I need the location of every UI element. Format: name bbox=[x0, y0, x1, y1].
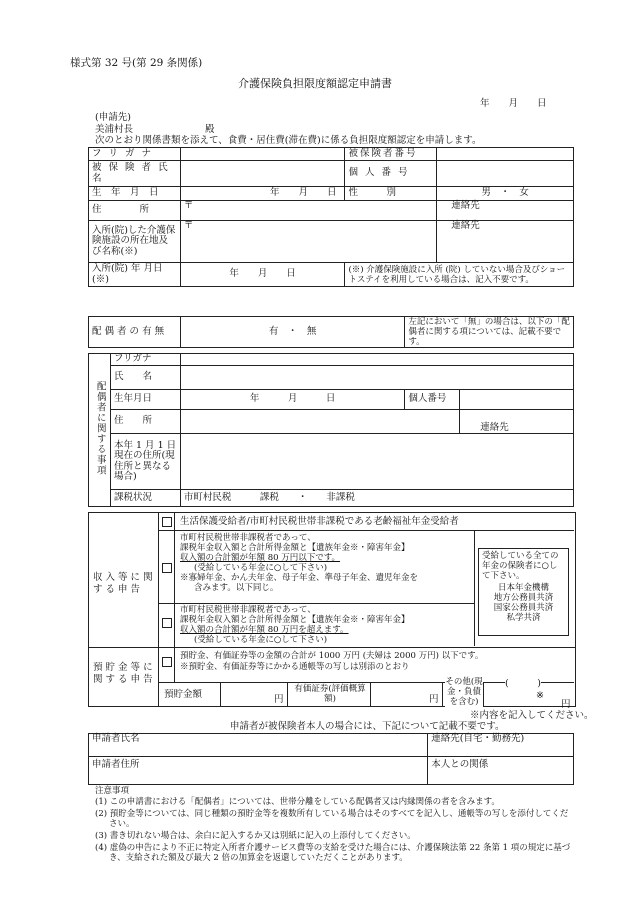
savings-check-note: ※預貯金、有価証券等にかかる通帳等の写しは別添のとおり bbox=[180, 662, 410, 672]
furigana-field[interactable] bbox=[180, 148, 345, 161]
applicant-contact-label: 連絡先(自宅・勤務先) bbox=[431, 733, 525, 744]
applicant-address-label: 申請者住所 bbox=[92, 759, 140, 770]
pension-insurer-2[interactable]: 地方公務員共済 bbox=[493, 593, 554, 603]
applicant-name-field[interactable] bbox=[89, 734, 428, 757]
form-number: 様式第 32 号(第 29 条関係) bbox=[70, 57, 203, 69]
spouse-birth-label: 生年月日 bbox=[110, 390, 180, 410]
spouse-furigana-label: フリガナ bbox=[110, 354, 180, 366]
savings-checkbox[interactable] bbox=[162, 657, 172, 667]
other-yen: 円 bbox=[561, 699, 571, 710]
facility-label: 入所(院)した介護保険施設の所在地及び名称(※) bbox=[89, 221, 181, 263]
insured-no-field[interactable] bbox=[437, 148, 574, 161]
income-opt2-checkbox[interactable] bbox=[162, 563, 172, 573]
facility-contact-label: 連絡先 bbox=[437, 221, 574, 263]
applicant-relation-label: 本人との関係 bbox=[431, 759, 489, 770]
income-opt1-checkbox[interactable] bbox=[162, 517, 172, 527]
income-opt2-text: 市町村民税世帯非課税者であって、 課税年金収入額と合計所得金額と【遺族年金※・障害年金】 収入額の合計額が年額 80 万円以下です。 (受給している年金に○して下さい) ※寡婦年金、かん夫年金、母子年金、準母子年金、遺児年金を 含みます。以下同じ。 bbox=[180, 533, 419, 593]
furigana-label: フ リ ガ ナ bbox=[89, 148, 181, 161]
facility-field[interactable] bbox=[180, 221, 436, 263]
insured-name-field[interactable] bbox=[180, 161, 345, 187]
spouse-address-label: 住 所 bbox=[110, 410, 180, 434]
spouse-personal-no-field[interactable] bbox=[460, 390, 574, 410]
deposit-label: 預貯金額 bbox=[164, 689, 203, 700]
address-field[interactable] bbox=[180, 201, 436, 221]
spouse-label: 配 偶 者 の 有 無 bbox=[89, 317, 181, 348]
addressee: 美浦村長 bbox=[95, 124, 134, 135]
spouse-tax-field[interactable]: 市町村民税 課税 ・ 非課税 bbox=[180, 490, 573, 507]
applicant-table bbox=[88, 733, 574, 785]
applicant-contact-field[interactable] bbox=[428, 734, 574, 757]
sex-field[interactable]: 男 ・ 女 bbox=[437, 187, 574, 201]
notes-heading: 注意事項 bbox=[95, 786, 130, 796]
personal-no-label: 個 人 番 号 bbox=[345, 161, 437, 187]
facility-postal-mark: 〒 bbox=[183, 220, 194, 231]
date-line: 年 月 日 bbox=[480, 98, 547, 109]
spouse-side-label: 配偶者に関する事項 bbox=[89, 354, 111, 507]
other-label: その他(現金・負債を含む) bbox=[445, 677, 483, 707]
spouse-name-label: 氏 名 bbox=[110, 366, 180, 390]
spouse-table bbox=[88, 316, 574, 507]
spouse-jan-address-field[interactable] bbox=[180, 434, 573, 490]
spouse-tax-label: 課税状況 bbox=[110, 490, 180, 507]
applicant-relation-field[interactable] bbox=[428, 757, 574, 785]
income-opt3-checkbox[interactable] bbox=[162, 618, 172, 628]
address-contact-label: 連絡先 bbox=[437, 201, 574, 221]
applicant-address-field[interactable] bbox=[89, 757, 428, 785]
admission-field[interactable]: 年 月 日 bbox=[180, 263, 345, 287]
note-item-3: (3) 書き切れない場合は、余白に記入するか又は別紙に記入の上添付してください。 bbox=[95, 831, 416, 841]
pension-insurer-1[interactable]: 日本年金機構 bbox=[497, 583, 549, 593]
income-opt1-text: 生活保護受給者/市町村民税世帯非課税である老齢福祉年金受給者 bbox=[180, 516, 459, 527]
spouse-furigana-field[interactable] bbox=[180, 354, 573, 366]
spouse-contact-label: 連絡先 bbox=[460, 410, 574, 434]
savings-label: 預 貯 金 等 に 関 す る 申 告 bbox=[93, 662, 153, 685]
securities-label: 有価証券(評価概算額) bbox=[294, 684, 366, 704]
applicant-name-label: 申請者氏名 bbox=[92, 733, 140, 744]
birth-field[interactable]: 年 月 日 bbox=[180, 187, 345, 201]
deposit-yen: 円 bbox=[274, 694, 284, 705]
spouse-birth-field[interactable]: 年 月 日 bbox=[180, 390, 404, 410]
intro-text: 次のとおり関係書類を添えて、食費・居住費(滞在費)に係る負担限度額認定を申請します。 bbox=[95, 135, 482, 146]
note-item-2: (2) 預貯金等については、同じ種類の預貯金等を複数所有している場合はそのすべてを記入し、通帳等の写しを添付してください。 bbox=[95, 809, 569, 829]
fill-note: ※内容を記入してください。 bbox=[470, 710, 594, 721]
insured-no-label: 被保険者番号 bbox=[345, 148, 437, 161]
other-mark: ※ bbox=[536, 690, 544, 701]
spouse-address-field[interactable] bbox=[180, 410, 459, 434]
income-label: 収 入 等 に 関 す る 申 告 bbox=[93, 572, 153, 595]
insured-table bbox=[88, 147, 574, 287]
spouse-note: 左記において「無」の場合は、以下の「配偶者に関する項については、記載不要です。 bbox=[405, 317, 574, 348]
pension-insurer-box: 受給している全ての年金の保険者に○して下さい。 日本年金機構 地方公務員共済 国家公務員共済 私学共済 bbox=[478, 548, 569, 636]
sex-label: 性 別 bbox=[345, 187, 437, 201]
birth-label: 生 年 月 日 bbox=[89, 187, 181, 201]
note-item-1: (1) この申請書における「配偶者」については、世帯分離をしている配偶者又は内縁関係の者を含みます。 bbox=[95, 797, 500, 807]
address-label: 住 所 bbox=[89, 201, 181, 221]
personal-no-field[interactable] bbox=[437, 161, 574, 187]
insured-name-label: 被 保 険 者 氏 名 bbox=[89, 161, 181, 187]
admission-label: 入所(院) 年 月日(※) bbox=[89, 263, 181, 287]
postal-mark: 〒 bbox=[183, 200, 194, 211]
spouse-presence-field[interactable]: 有 ・ 無 bbox=[180, 317, 404, 348]
spouse-personal-no-label: 個人番号 bbox=[405, 390, 460, 410]
note-item-4: (4) 虚偽の申告により不正に特定入所者介護サービス費等の支給を受けた場合には、介護保険法第 22 条第 1 項の規定に基づき、支給された額及び最大 2 倍の加算金を返還していただくことがあります。 bbox=[95, 843, 571, 863]
securities-yen: 円 bbox=[429, 694, 439, 705]
income-opt3-text: 市町村民税世帯非課税者であって、 課税年金収入額と合計所得金額と【遺族年金※・障害年金】 収入額の合計額が年額 80 万円を超えます。 (受給している年金に○して下さい) bbox=[180, 605, 410, 645]
spouse-jan-address-label: 本年 1 月 1 日現在の住所(現住所と異なる場合) bbox=[110, 434, 180, 490]
other-paren: ( ) bbox=[505, 678, 541, 689]
admission-note: (※) 介護保険施設に入所 (院) していない場合及びショートステイを利用している場合は、記入不要です。 bbox=[345, 263, 574, 287]
pension-insurer-3[interactable]: 国家公務員共済 bbox=[493, 603, 554, 613]
honorific: 殿 bbox=[205, 124, 215, 135]
applicant-note: 申請者が被保険者本人の場合には、下記について記載不要です。 bbox=[230, 721, 505, 732]
applicant-to: (申請先) bbox=[95, 112, 131, 123]
form-title: 介護保険負担限度額認定申請書 bbox=[238, 77, 392, 90]
spouse-name-field[interactable] bbox=[180, 366, 573, 390]
pension-insurer-4[interactable]: 私学共済 bbox=[506, 613, 541, 623]
savings-check-text: 預貯金、有価証券等の金額の合計が 1000 万円 (夫婦は 2000 万円) 以下です。 bbox=[180, 651, 484, 661]
notes-list bbox=[95, 797, 575, 863]
